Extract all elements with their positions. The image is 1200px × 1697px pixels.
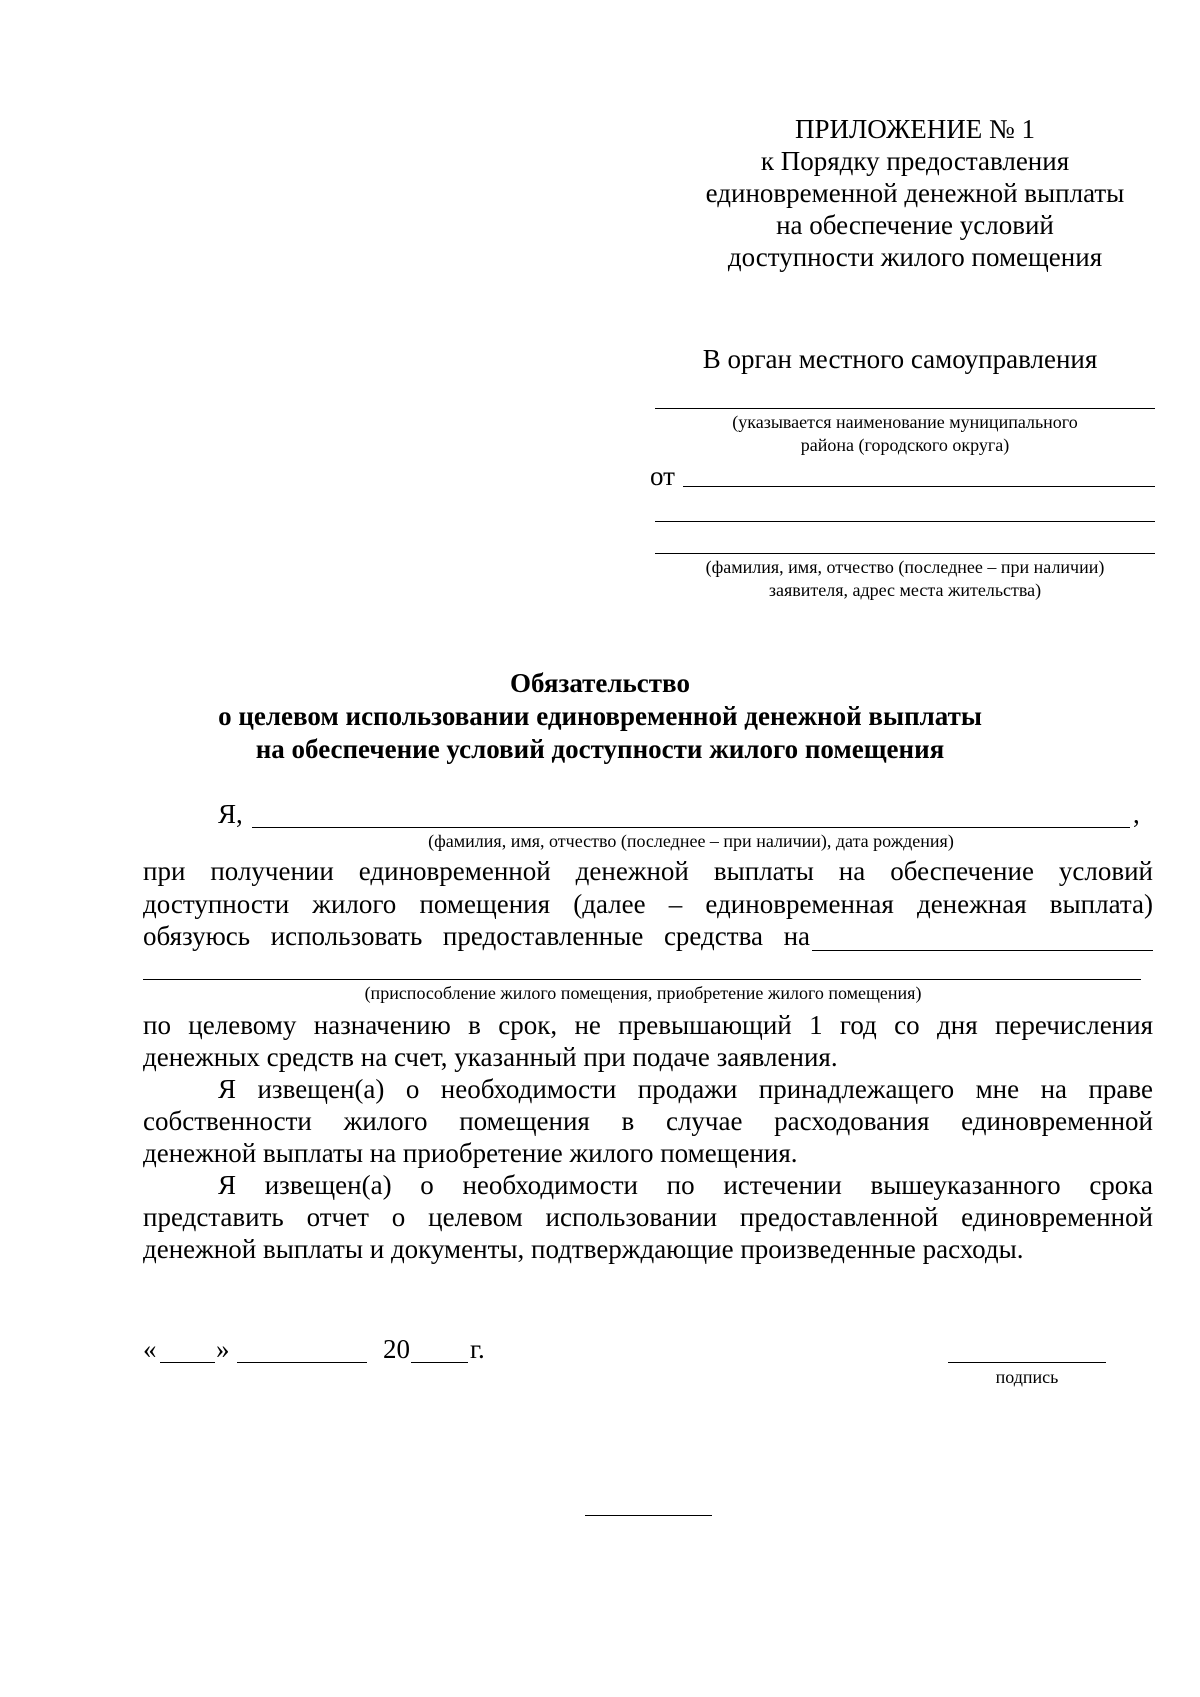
addressee-hint: (указывается наименование муниципального — [732, 412, 1078, 432]
name-hint: (фамилия, имя, отчество (последнее – при наличии), дата рождения) — [428, 831, 954, 851]
from-field-line[interactable] — [655, 521, 1155, 522]
paragraph-line: при получении единовременной денежной выплаты на обеспечение условий — [143, 856, 1153, 886]
signature-field-line[interactable] — [948, 1362, 1106, 1363]
document-title: Обязательство — [510, 668, 690, 698]
from-hint: заявителя, адрес места жительства) — [768, 580, 1042, 600]
purpose-field-line[interactable] — [812, 950, 1153, 951]
appendix-line: доступности жилого помещения — [727, 242, 1103, 272]
paragraph-line: по целевому назначению в срок, не превышающий 1 год со дня перечисления — [143, 1010, 1153, 1040]
from-field-line[interactable] — [683, 486, 1155, 487]
date-day-field[interactable] — [160, 1362, 215, 1363]
appendix-title: ПРИЛОЖЕНИЕ № 1 — [794, 114, 1036, 144]
paragraph-line: денежных средств на счет, указанный при подаче заявления. — [143, 1042, 838, 1072]
paragraph-line: обязуюсь использовать предоставленные средства на — [143, 921, 810, 951]
paragraph-line: денежной выплаты на приобретение жилого помещения. — [143, 1138, 798, 1168]
appendix-line: на обеспечение условий — [776, 210, 1054, 240]
document-subtitle: о целевом использовании единовременной денежной выплаты — [218, 701, 982, 731]
purpose-hint: (приспособление жилого помещения, приобретение жилого помещения) — [364, 983, 922, 1003]
paragraph-line: Я извещен(а) о необходимости по истечении вышеуказанного срока — [218, 1170, 1153, 1200]
document-subtitle: на обеспечение условий доступности жилого помещения — [255, 734, 945, 764]
purpose-field-line[interactable] — [143, 979, 1141, 980]
addressee-hint: района (городского округа) — [800, 435, 1010, 455]
name-field-line[interactable] — [252, 827, 1130, 828]
date-year-field[interactable] — [411, 1362, 468, 1363]
paragraph-line: собственности жилого помещения в случае расходования единовременной — [143, 1106, 1153, 1136]
paragraph-line: доступности жилого помещения (далее – единовременная денежная выплата) — [143, 889, 1153, 919]
date-close-quote: » — [216, 1334, 230, 1364]
addressee-field-line[interactable] — [655, 408, 1155, 409]
from-label: от — [650, 461, 675, 491]
appendix-line: к Порядку предоставления — [760, 146, 1070, 176]
date-open-quote: « — [143, 1334, 157, 1364]
date-year-prefix: 20 — [383, 1334, 410, 1364]
end-separator — [585, 1515, 712, 1516]
date-month-field[interactable] — [237, 1362, 367, 1363]
addressee-label: В орган местного самоуправления — [702, 344, 1098, 374]
paragraph-line: денежной выплаты и документы, подтверждающие произведенные расходы. — [143, 1234, 1024, 1264]
ya-label: Я, — [218, 799, 243, 829]
paragraph-line: представить отчет о целевом использовании предоставленной единовременной — [143, 1202, 1153, 1232]
comma: , — [1133, 799, 1140, 829]
paragraph-line: Я извещен(а) о необходимости продажи принадлежащего мне на праве — [218, 1074, 1153, 1104]
appendix-line: единовременной денежной выплаты — [705, 178, 1125, 208]
signature-hint: подпись — [995, 1367, 1059, 1387]
from-hint: (фамилия, имя, отчество (последнее – при наличии) — [705, 557, 1105, 577]
from-field-line[interactable] — [655, 553, 1155, 554]
date-year-suffix: г. — [470, 1334, 485, 1364]
